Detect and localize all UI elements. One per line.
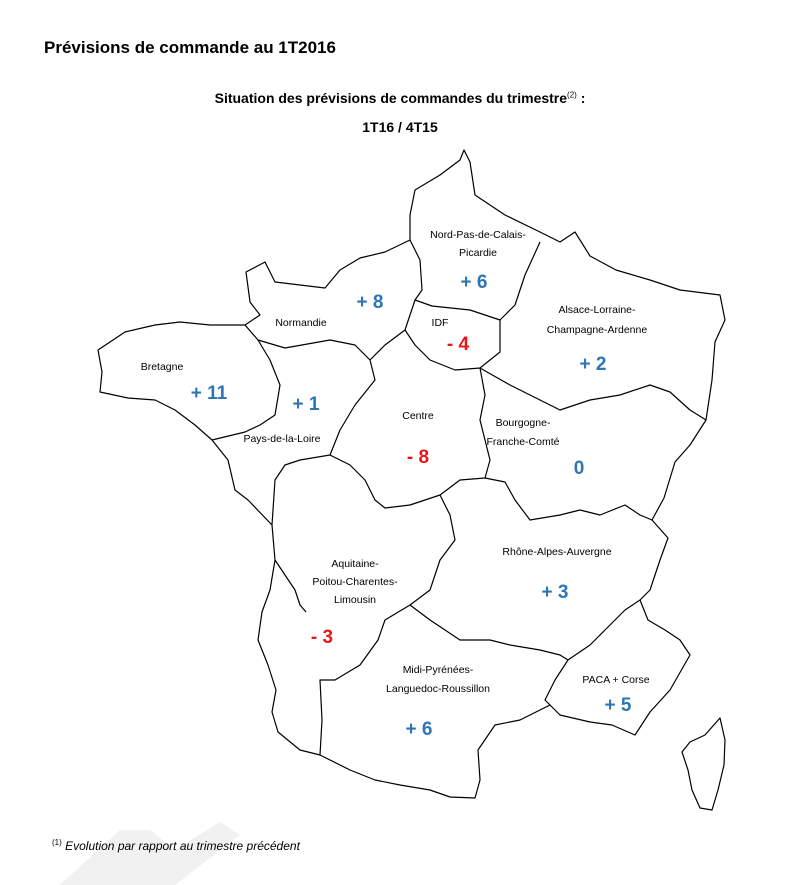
region-midi-value: + 6	[405, 719, 433, 740]
region-normandie-name: Normandie	[275, 317, 327, 329]
region-bourgogne-name1: Bourgogne-	[495, 417, 551, 429]
region-bourgogne-name2: Franche-Comté	[486, 436, 560, 448]
region-rhone-name: Rhône-Alpes-Auvergne	[502, 546, 612, 558]
region-rhone-value: + 3	[541, 582, 569, 603]
map-title-text: Situation des prévisions de commandes du trimestre	[214, 90, 568, 106]
region-alsace-name1: Alsace-Lorraine-	[558, 304, 636, 316]
region-normandie-value: + 8	[356, 292, 384, 313]
region-centre-value: - 8	[406, 447, 430, 468]
region-midi-name2: Languedoc-Roussillon	[386, 683, 490, 695]
region-idf-name: IDF	[431, 317, 449, 329]
map-title-suffix: :	[576, 90, 586, 106]
region-nord-value: + 6	[460, 272, 488, 293]
map-subtitle: 1T16 / 4T15	[362, 119, 438, 135]
footnote-ref: (1)	[52, 838, 62, 847]
region-centre-name: Centre	[402, 410, 434, 422]
region-nord-name1: Nord-Pas-de-Calais-	[430, 229, 526, 241]
region-aquitaine-name1: Aquitaine-	[331, 558, 379, 570]
region-pdl-name: Pays-de-la-Loire	[243, 433, 321, 445]
map-title-ref: (2)	[567, 90, 577, 100]
region-aquitaine-value: - 3	[310, 627, 334, 648]
region-paca-name: PACA + Corse	[582, 674, 650, 686]
document-title: Prévisions de commande au 1T2016	[44, 38, 336, 57]
region-midi-name1: Midi-Pyrénées-	[402, 664, 474, 676]
region-aquitaine-name2: Poitou-Charentes-	[312, 576, 398, 588]
region-idf-value: - 4	[446, 334, 470, 355]
footnote	[52, 838, 300, 853]
region-alsace-name2: Champagne-Ardenne	[546, 324, 648, 336]
region-bourgogne-value: 0	[573, 458, 585, 479]
region-aquitaine-name3: Limousin	[333, 594, 377, 606]
region-paca-value: + 5	[604, 695, 632, 716]
region-pdl-value: + 1	[292, 394, 320, 415]
region-alsace-value: + 2	[579, 354, 607, 375]
region-bretagne-value: + 11	[190, 383, 228, 404]
region-nord-name2: Picardie	[459, 247, 497, 259]
footnote-text: Evolution par rapport au trimestre précédent	[61, 839, 300, 853]
region-bretagne-name: Bretagne	[140, 361, 184, 373]
